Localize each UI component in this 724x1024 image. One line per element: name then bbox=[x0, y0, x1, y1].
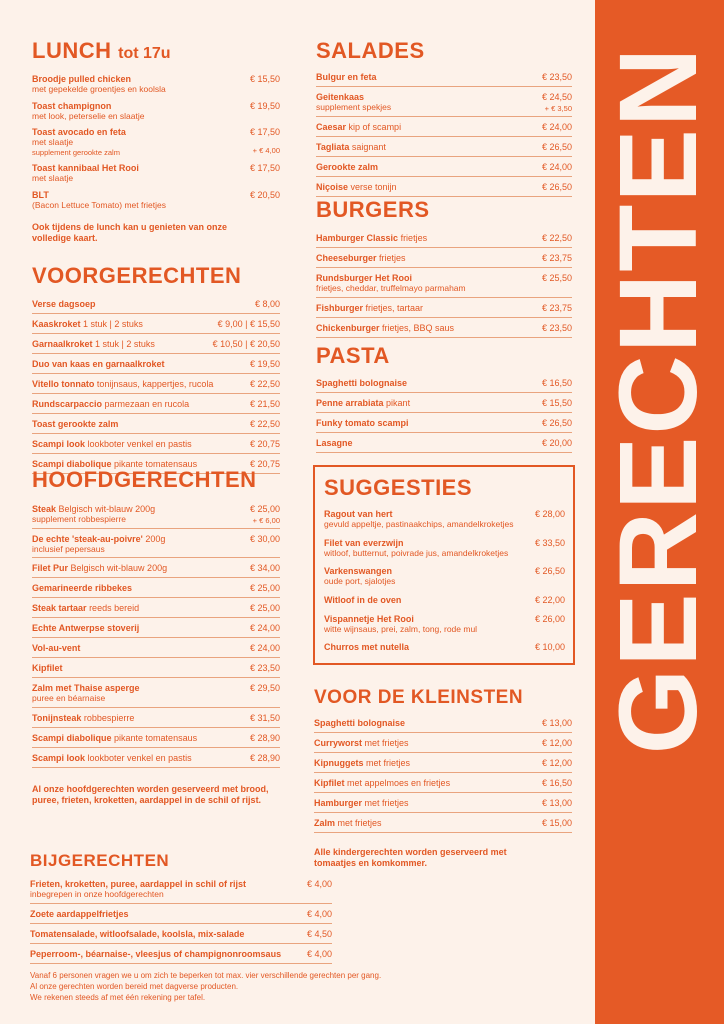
item-desc: verse tonijn bbox=[350, 181, 397, 192]
divider bbox=[32, 333, 280, 334]
item-desc: frietjes, BBQ saus bbox=[382, 322, 455, 333]
divider bbox=[32, 313, 280, 314]
divider bbox=[32, 393, 280, 394]
item-desc: reeds bereid bbox=[89, 603, 140, 613]
item-desc: frietjes bbox=[379, 253, 406, 263]
item-desc: lookboter venkel en pastis bbox=[87, 439, 192, 449]
item-name: Ragout van hert bbox=[324, 509, 393, 519]
item-price: € 15,50 bbox=[541, 398, 572, 408]
list-item bbox=[316, 72, 572, 83]
divider bbox=[316, 156, 572, 157]
list-item bbox=[30, 949, 332, 960]
item-desc: met frietjes bbox=[337, 818, 382, 828]
list-item bbox=[316, 253, 572, 264]
item-name: Hamburger Classic bbox=[316, 233, 399, 243]
bijgerechten-section bbox=[30, 852, 332, 969]
item-desc: kip of scampi bbox=[348, 121, 402, 132]
pasta-section bbox=[316, 345, 572, 458]
pasta-title: PASTA bbox=[316, 343, 390, 368]
list-item bbox=[316, 323, 572, 334]
list-item bbox=[316, 438, 572, 449]
item-name: Kaaskroket bbox=[32, 319, 81, 329]
item-price: € 4,00 bbox=[306, 908, 332, 919]
item-name: Witloof in de oven bbox=[324, 594, 402, 605]
item-desc: pikante tomatensaus bbox=[114, 732, 198, 743]
list-item bbox=[324, 642, 565, 653]
item-price: € 24,00 bbox=[541, 121, 572, 132]
list-item bbox=[32, 299, 280, 310]
item-name: Niçoise bbox=[316, 181, 349, 192]
list-item bbox=[316, 122, 572, 133]
item-sub: met slaatje bbox=[32, 173, 74, 183]
item-desc: saignant bbox=[351, 141, 386, 152]
item-desc: frietjes, tartaar bbox=[365, 302, 424, 313]
list-item bbox=[316, 303, 572, 314]
item-price: € 20,75 bbox=[249, 439, 280, 449]
item-price: € 16,50 bbox=[541, 378, 572, 388]
list-item bbox=[324, 566, 565, 587]
item-desc: Belgisch wit-blauw 200g bbox=[58, 504, 156, 514]
list-item bbox=[32, 733, 280, 744]
divider bbox=[316, 452, 572, 453]
divider bbox=[32, 707, 280, 708]
item-name: Gerookte zalm bbox=[316, 161, 379, 172]
footer-line: Vanaf 6 personen vragen we u om zich te beperken tot max. vier verschillende gerechten per gang. bbox=[30, 971, 382, 980]
item-name: Steak tartaar bbox=[32, 603, 87, 613]
item-name: Spaghetti bolognaise bbox=[316, 378, 408, 388]
item-sub: puree en béarnaise bbox=[32, 693, 106, 703]
item-desc: 200g bbox=[145, 533, 166, 544]
item-price: € 22,50 bbox=[249, 379, 280, 389]
divider bbox=[32, 528, 280, 529]
item-name: Echte Antwerpse stoverij bbox=[32, 623, 140, 633]
item-name: Frieten, kroketten, puree, aardappel in schil of rijst bbox=[30, 879, 247, 889]
item-name: Rundscarpaccio bbox=[32, 399, 103, 409]
item-price: € 19,50 bbox=[249, 359, 280, 369]
item-sub: frietjes, cheddar, truffelmayo parmaham bbox=[316, 283, 466, 293]
item-desc: pikant bbox=[386, 398, 411, 408]
divider bbox=[314, 752, 572, 753]
item-name: Peperroom-, béarnaise-, vleesjus of champignonroomsaus bbox=[30, 948, 282, 959]
side-title: GERECHTEN bbox=[597, 45, 720, 755]
divider bbox=[316, 337, 572, 338]
item-sub: witte wijnsaus, prei, zalm, tong, rode mul bbox=[324, 623, 478, 634]
divider bbox=[314, 792, 572, 793]
list-item bbox=[324, 538, 565, 559]
item-sub: supplement robbespierre bbox=[32, 514, 127, 524]
item-sub: inclusief pepersaus bbox=[32, 543, 105, 554]
item-sub: met gepekelde groentjes en koolsla bbox=[32, 84, 166, 94]
item-price: € 23,75 bbox=[541, 253, 572, 263]
divider bbox=[32, 767, 280, 768]
item-desc: lookboter venkel en pastis bbox=[87, 752, 192, 763]
item-desc: met frietjes bbox=[366, 758, 411, 768]
kleinsten-note: Alle kindergerechten worden geserveerd met tomaatjes en komkommer. bbox=[314, 847, 507, 868]
item-desc: parmezaan en rucola bbox=[104, 399, 190, 409]
item-desc: pikante tomatensaus bbox=[114, 459, 198, 469]
item-price: € 25,00 bbox=[249, 504, 280, 514]
divider bbox=[32, 433, 280, 434]
item-price: € 26,50 bbox=[541, 141, 572, 152]
item-price: € 9,00 | € 15,50 bbox=[217, 319, 280, 329]
item-name: Steak bbox=[32, 504, 57, 514]
salades-title: SALADES bbox=[316, 38, 425, 63]
item-name: Toast avocado en feta bbox=[32, 127, 126, 137]
item-desc: met appelmoes en frietjes bbox=[347, 778, 451, 788]
lunch-section bbox=[32, 40, 280, 244]
item-name: Scampi look bbox=[32, 439, 86, 449]
item-name: Scampi diabolique bbox=[32, 459, 112, 469]
item-name: Toast gerookte zalm bbox=[32, 419, 119, 429]
item-name: Kipfilet bbox=[32, 663, 63, 673]
item-price: € 17,50 bbox=[249, 163, 280, 173]
item-price: € 22,50 bbox=[249, 419, 280, 429]
item-price: € 16,50 bbox=[541, 778, 572, 788]
divider bbox=[30, 903, 332, 904]
burgers-title: BURGERS bbox=[316, 197, 430, 222]
item-price: € 10,50 | € 20,50 bbox=[212, 339, 280, 349]
item-price: € 30,00 bbox=[249, 533, 280, 544]
list-item bbox=[32, 163, 280, 184]
footer bbox=[30, 970, 570, 1003]
list-item bbox=[32, 623, 280, 634]
list-item bbox=[30, 909, 332, 920]
item-price: € 24,00 bbox=[249, 643, 280, 653]
list-item bbox=[32, 504, 280, 525]
item-name: Zalm bbox=[314, 818, 336, 828]
item-name: Curryworst bbox=[314, 738, 363, 748]
list-item bbox=[316, 378, 572, 389]
divider bbox=[32, 453, 280, 454]
list-item bbox=[316, 233, 572, 244]
list-item bbox=[30, 879, 332, 900]
list-item bbox=[32, 643, 280, 654]
divider bbox=[32, 413, 280, 414]
divider bbox=[32, 353, 280, 354]
item-price: € 22,00 bbox=[534, 594, 565, 605]
item-name: Toast kannibaal Het Rooi bbox=[32, 163, 139, 173]
item-name: Penne arrabiata bbox=[316, 398, 384, 408]
suggesties-box bbox=[313, 465, 575, 665]
voorgerechten-section bbox=[32, 265, 280, 479]
item-name: Verse dagsoep bbox=[32, 299, 96, 309]
list-item bbox=[32, 419, 280, 430]
divider bbox=[32, 617, 280, 618]
item-name: Chickenburger bbox=[316, 322, 380, 333]
item-price: € 21,50 bbox=[249, 399, 280, 409]
divider bbox=[32, 577, 280, 578]
item-name: Zalm met Thaise asperge bbox=[32, 683, 140, 693]
list-item bbox=[32, 583, 280, 594]
item-price: € 34,00 bbox=[249, 563, 280, 573]
item-sub: inbegrepen in onze hoofdgerechten bbox=[30, 889, 164, 899]
item-desc: robbespierre bbox=[83, 712, 135, 723]
lunch-title bbox=[32, 40, 280, 62]
item-price: € 26,00 bbox=[534, 613, 565, 624]
burgers-section bbox=[316, 199, 572, 343]
list-item bbox=[316, 273, 572, 294]
item-price: € 4,00 bbox=[306, 948, 332, 959]
list-item bbox=[32, 753, 280, 764]
lunch-subtitle: tot 17u bbox=[118, 45, 171, 62]
item-name: Tonijnsteak bbox=[32, 712, 82, 723]
item-price: € 26,50 bbox=[534, 566, 565, 576]
item-name: Fishburger bbox=[316, 302, 364, 313]
item-price: € 31,50 bbox=[249, 712, 280, 723]
list-item bbox=[324, 509, 565, 530]
divider bbox=[316, 317, 572, 318]
list-item bbox=[32, 534, 280, 555]
item-supplement-price: + € 6,00 bbox=[252, 516, 280, 525]
item-name: Cheeseburger bbox=[316, 253, 377, 263]
divider bbox=[316, 176, 572, 177]
list-item bbox=[314, 778, 572, 789]
list-item bbox=[32, 663, 280, 674]
item-name: Vol-au-vent bbox=[32, 643, 81, 653]
item-name: Geitenkaas bbox=[316, 92, 365, 102]
list-item bbox=[314, 718, 572, 729]
divider bbox=[316, 86, 572, 87]
list-item bbox=[32, 399, 280, 410]
list-item bbox=[32, 603, 280, 614]
item-sub: oude port, sjalotjes bbox=[324, 576, 396, 586]
list-item bbox=[316, 418, 572, 429]
list-item bbox=[316, 142, 572, 153]
divider bbox=[316, 136, 572, 137]
bijgerechten-title: BIJGERECHTEN bbox=[30, 851, 170, 870]
divider bbox=[30, 923, 332, 924]
item-price: € 13,00 bbox=[541, 798, 572, 808]
divider bbox=[30, 963, 332, 964]
divider bbox=[314, 732, 572, 733]
item-sub: supplement spekjes bbox=[316, 102, 392, 112]
item-price: € 4,50 bbox=[306, 928, 332, 939]
item-name: Lasagne bbox=[316, 438, 353, 448]
divider bbox=[316, 412, 572, 413]
divider bbox=[32, 657, 280, 658]
list-item bbox=[316, 92, 572, 113]
item-price: € 13,00 bbox=[541, 718, 572, 728]
item-name: Kipnuggets bbox=[314, 758, 364, 768]
suggesties-title: SUGGESTIES bbox=[324, 475, 473, 500]
list-item bbox=[314, 818, 572, 829]
divider bbox=[32, 637, 280, 638]
item-price: € 23,50 bbox=[541, 72, 572, 82]
item-price: € 24,00 bbox=[249, 623, 280, 633]
item-name: Kipfilet bbox=[314, 778, 345, 788]
item-name: Scampi look bbox=[32, 752, 86, 763]
hoofdgerechten-section bbox=[32, 469, 280, 806]
divider bbox=[316, 392, 572, 393]
item-name: Caesar bbox=[316, 121, 347, 132]
item-desc: met frietjes bbox=[364, 798, 409, 808]
item-price: € 8,00 bbox=[254, 299, 280, 309]
item-price: € 25,00 bbox=[249, 603, 280, 613]
divider bbox=[316, 432, 572, 433]
item-name: Tomatensalade, witloofsalade, koolsla, mix-salade bbox=[30, 928, 245, 939]
item-name: Varkenswangen bbox=[324, 566, 393, 576]
item-name: Filet Pur bbox=[32, 563, 69, 573]
item-price: € 26,50 bbox=[541, 181, 572, 192]
item-price: € 22,50 bbox=[541, 233, 572, 243]
divider bbox=[314, 772, 572, 773]
divider bbox=[32, 373, 280, 374]
kleinsten-section bbox=[314, 688, 572, 869]
item-price: € 28,90 bbox=[249, 732, 280, 743]
item-name: Spaghetti bolognaise bbox=[314, 718, 406, 728]
item-name: Tagliata bbox=[316, 141, 350, 152]
list-item bbox=[32, 439, 280, 450]
item-sub: met look, peterselie en slaatje bbox=[32, 110, 145, 121]
list-item bbox=[32, 379, 280, 390]
list-item bbox=[316, 182, 572, 193]
item-price: € 29,50 bbox=[249, 683, 280, 693]
list-item bbox=[32, 683, 280, 704]
item-name: Toast champignon bbox=[32, 100, 112, 111]
item-name: Zoete aardappelfrietjes bbox=[30, 908, 129, 919]
list-item bbox=[32, 563, 280, 574]
lunch-title-text: LUNCH bbox=[32, 38, 112, 63]
voorgerechten-title: VOORGERECHTEN bbox=[32, 263, 242, 288]
item-sub: gevuld appeltje, pastinaakchips, amandelkroketjes bbox=[324, 519, 514, 529]
list-item bbox=[32, 713, 280, 724]
kleinsten-title: VOOR DE KLEINSTEN bbox=[314, 687, 524, 708]
item-price: € 25,50 bbox=[541, 273, 572, 283]
divider bbox=[316, 247, 572, 248]
divider bbox=[32, 727, 280, 728]
divider bbox=[316, 297, 572, 298]
divider bbox=[32, 557, 280, 558]
list-item bbox=[32, 127, 280, 157]
item-sub: (Bacon Lettuce Tomato) met frietjes bbox=[32, 199, 167, 210]
divider bbox=[32, 677, 280, 678]
divider bbox=[32, 747, 280, 748]
item-price: € 24,00 bbox=[541, 161, 572, 172]
item-name: De echte 'steak-au-poivre' bbox=[32, 533, 143, 544]
item-price: € 20,00 bbox=[541, 438, 572, 448]
item-name: Vispannetje Het Rooi bbox=[324, 613, 414, 624]
list-item bbox=[314, 798, 572, 809]
list-item bbox=[30, 929, 332, 940]
divider bbox=[316, 267, 572, 268]
divider bbox=[32, 597, 280, 598]
item-price: € 17,50 bbox=[249, 127, 280, 137]
item-price: € 15,00 bbox=[541, 818, 572, 828]
divider bbox=[30, 943, 332, 944]
item-price: € 23,50 bbox=[541, 322, 572, 333]
item-price: € 4,00 bbox=[306, 879, 332, 889]
list-item bbox=[32, 319, 280, 330]
item-name: Rundsburger Het Rooi bbox=[316, 273, 412, 283]
item-price: € 12,00 bbox=[541, 738, 572, 748]
list-item bbox=[314, 758, 572, 769]
item-price: € 28,00 bbox=[534, 509, 565, 519]
item-price: € 20,75 bbox=[249, 459, 280, 469]
item-sub: supplement gerookte zalm bbox=[32, 147, 120, 157]
list-item bbox=[32, 339, 280, 350]
list-item bbox=[32, 101, 280, 122]
item-name: Churros met nutella bbox=[324, 642, 410, 652]
item-name: Funky tomato scampi bbox=[316, 418, 409, 428]
list-item bbox=[316, 398, 572, 409]
list-item bbox=[316, 162, 572, 173]
item-sub: witloof, butternut, poivrade jus, amandelkroketjes bbox=[324, 547, 509, 558]
hoofdgerechten-note: Al onze hoofdgerechten worden geserveerd met brood, puree, frieten, kroketten, aardappel in de schil of rijst. bbox=[32, 783, 269, 805]
item-price: € 23,75 bbox=[541, 302, 572, 313]
item-name: Bulgur en feta bbox=[316, 72, 377, 82]
item-name: Duo van kaas en garnaalkroket bbox=[32, 359, 165, 369]
item-name: Hamburger bbox=[314, 798, 363, 808]
item-name: Vitello tonnato bbox=[32, 379, 95, 389]
item-price: € 15,50 bbox=[249, 74, 280, 84]
item-name: Scampi diabolique bbox=[32, 732, 112, 743]
item-price: € 10,00 bbox=[534, 642, 565, 652]
item-desc: tonijnsaus, kappertjes, rucola bbox=[96, 379, 214, 389]
list-item bbox=[32, 359, 280, 370]
item-name: Broodje pulled chicken bbox=[32, 74, 132, 84]
item-desc: Belgisch wit-blauw 200g bbox=[70, 563, 168, 573]
lunch-note: Ook tijdens de lunch kan u genieten van onze volledige kaart. bbox=[32, 222, 228, 243]
divider bbox=[316, 116, 572, 117]
item-price: € 25,00 bbox=[249, 583, 280, 593]
list-item bbox=[324, 595, 565, 606]
salades-section bbox=[316, 40, 572, 202]
item-name: BLT bbox=[32, 189, 49, 200]
list-item bbox=[314, 738, 572, 749]
item-price: € 20,50 bbox=[249, 189, 280, 200]
divider bbox=[314, 812, 572, 813]
item-price: € 19,50 bbox=[249, 100, 280, 111]
footer-line: Al onze gerechten worden bereid met dagverse producten. bbox=[30, 982, 239, 991]
item-price: € 23,50 bbox=[249, 663, 280, 673]
item-desc: 1 stuk | 2 stuks bbox=[83, 319, 143, 329]
item-desc: frietjes bbox=[400, 233, 428, 243]
item-supplement-price: + € 4,00 bbox=[252, 146, 280, 155]
item-name: Gemarineerde ribbekes bbox=[32, 583, 133, 593]
item-name: Filet van everzwijn bbox=[324, 537, 404, 548]
list-item bbox=[32, 190, 280, 211]
list-item bbox=[32, 74, 280, 95]
item-price: € 12,00 bbox=[541, 758, 572, 768]
item-sub: met slaatje bbox=[32, 137, 74, 147]
item-name: Garnaalkroket bbox=[32, 339, 93, 349]
hoofdgerechten-title: HOOFDGERECHTEN bbox=[32, 467, 257, 492]
item-price: € 28,90 bbox=[249, 752, 280, 763]
item-supplement-price: + € 3,50 bbox=[544, 104, 572, 113]
item-price: € 33,50 bbox=[534, 537, 565, 548]
item-desc: 1 stuk | 2 stuks bbox=[95, 339, 155, 349]
divider bbox=[314, 832, 572, 833]
item-price: € 26,50 bbox=[541, 418, 572, 428]
item-price: € 24,50 bbox=[541, 92, 572, 102]
item-desc: met frietjes bbox=[364, 738, 409, 748]
list-item bbox=[324, 614, 565, 635]
footer-line: We rekenen steeds af met één rekening per tafel. bbox=[30, 993, 206, 1002]
